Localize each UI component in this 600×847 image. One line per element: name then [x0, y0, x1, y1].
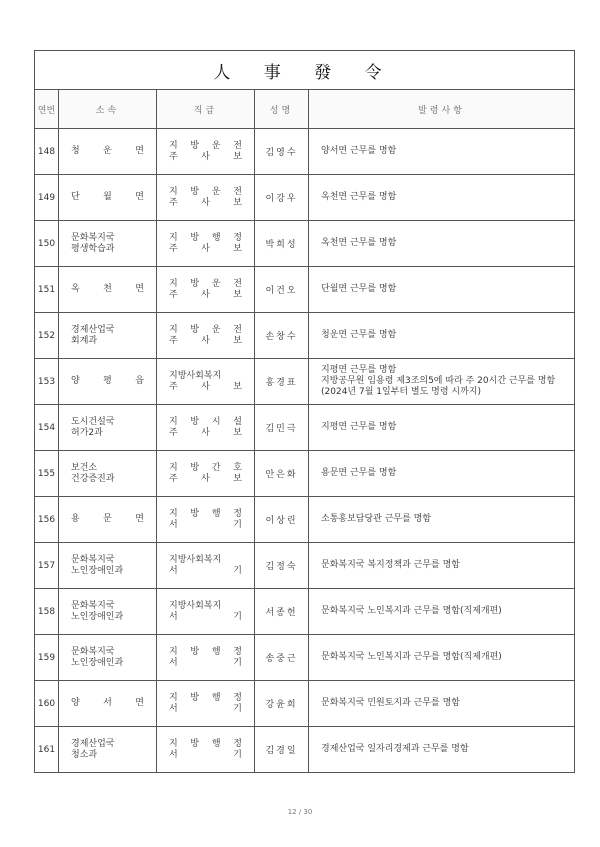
appointment-note-line: (2024년 7월 1일부터 별도 명령 시까지)	[321, 387, 482, 397]
row-number: 148	[35, 129, 59, 175]
department-cell	[59, 681, 157, 727]
department-char: 옥	[71, 284, 80, 294]
rank-line: 서 기	[169, 519, 242, 530]
department-char: 청	[71, 146, 80, 156]
row-number: 159	[35, 635, 59, 681]
rank-cell	[157, 681, 255, 727]
appointment-note-line: 지평면 근무를 명함	[321, 365, 397, 375]
appointment-note	[309, 727, 575, 773]
rank-cell	[157, 267, 255, 313]
department-char: 읍	[135, 376, 144, 386]
appointment-note-line: 용문면 근무를 명함	[321, 468, 397, 478]
person-name: 이상린	[255, 497, 309, 543]
rank-line: 서 기	[169, 565, 242, 576]
person-name: 강윤희	[255, 681, 309, 727]
rank-cell	[157, 405, 255, 451]
department-char: 서	[103, 698, 112, 708]
appointment-note-line: 소통홍보담당관 근무를 명함	[321, 514, 432, 524]
table-row	[35, 405, 575, 451]
department-cell	[59, 451, 157, 497]
rank-line: 주 사 보	[169, 381, 242, 392]
row-number: 151	[35, 267, 59, 313]
table-row	[35, 451, 575, 497]
document-title: 人 事 發 令	[35, 51, 575, 90]
table-row	[35, 129, 575, 175]
department-line: 보건소	[71, 462, 98, 473]
table-row	[35, 497, 575, 543]
appointment-note	[309, 129, 575, 175]
rank-cell	[157, 497, 255, 543]
department-char: 평	[103, 376, 112, 386]
row-number: 156	[35, 497, 59, 543]
department-text	[63, 146, 152, 157]
appointment-note-line: 지방공무원 임용령 제3조의5에 따라 주 20시간 근무를 명함	[321, 376, 556, 386]
rank-line: 지방사회복지	[169, 554, 222, 565]
table-row	[35, 267, 575, 313]
table-row	[35, 681, 575, 727]
appointment-note	[309, 451, 575, 497]
appointment-note-line: 단월면 근무를 명함	[321, 284, 397, 294]
department-cell	[59, 405, 157, 451]
rank-line: 주 사 보	[169, 335, 242, 346]
department-line: 문화복지국	[71, 600, 115, 611]
appointment-note	[309, 175, 575, 221]
person-name: 안은화	[255, 451, 309, 497]
person-name: 송중근	[255, 635, 309, 681]
department-cell	[59, 497, 157, 543]
header-note: 발령사항	[309, 90, 575, 129]
rank-cell	[157, 451, 255, 497]
department-line: 허가2과	[71, 427, 103, 438]
department-char: 양	[71, 376, 80, 386]
table-row	[35, 727, 575, 773]
rank-line: 지 방 간 호	[169, 462, 242, 473]
department-cell	[59, 221, 157, 267]
rank-line: 서 기	[169, 657, 242, 668]
rank-line: 지방사회복지	[169, 600, 222, 611]
department-text	[63, 284, 152, 295]
person-name: 김정숙	[255, 543, 309, 589]
person-name: 이건오	[255, 267, 309, 313]
department-char: 면	[135, 284, 144, 294]
row-number: 157	[35, 543, 59, 589]
rank-cell	[157, 221, 255, 267]
department-line: 문화복지국	[71, 646, 115, 657]
department-cell	[59, 635, 157, 681]
table-row	[35, 543, 575, 589]
header-dept: 소속	[59, 90, 157, 129]
department-text	[63, 514, 152, 525]
department-line: 노인장애인과	[71, 611, 124, 622]
rank-line: 서 기	[169, 703, 242, 714]
department-text	[63, 698, 152, 709]
department-text	[63, 192, 152, 203]
person-name: 김경일	[255, 727, 309, 773]
rank-line: 주 사 보	[169, 473, 242, 484]
appointment-note	[309, 267, 575, 313]
rank-cell	[157, 727, 255, 773]
row-number: 150	[35, 221, 59, 267]
person-name: 서종헌	[255, 589, 309, 635]
rank-line: 서 기	[169, 611, 242, 622]
department-char: 운	[103, 146, 112, 156]
department-char: 용	[71, 514, 80, 524]
rank-line: 지 방 행 정	[169, 508, 242, 519]
table-body	[35, 129, 575, 773]
department-char: 단	[71, 192, 80, 202]
rank-line: 지 방 행 정	[169, 738, 242, 749]
header-no: 연번	[35, 90, 59, 129]
row-number: 155	[35, 451, 59, 497]
row-number: 161	[35, 727, 59, 773]
table-row	[35, 359, 575, 405]
department-char: 면	[135, 698, 144, 708]
appointment-note-line: 청운면 근무를 명함	[321, 330, 397, 340]
department-text	[63, 376, 152, 387]
header-rank: 직급	[157, 90, 255, 129]
row-number: 154	[35, 405, 59, 451]
department-cell	[59, 359, 157, 405]
appointment-note	[309, 313, 575, 359]
department-line: 문화복지국	[71, 554, 115, 565]
rank-line: 주 사 보	[169, 151, 242, 162]
table-row	[35, 221, 575, 267]
row-number: 149	[35, 175, 59, 221]
department-cell	[59, 543, 157, 589]
department-char: 양	[71, 698, 80, 708]
department-char: 면	[135, 146, 144, 156]
appointment-note	[309, 497, 575, 543]
rank-cell	[157, 359, 255, 405]
rank-line: 지 방 운 전	[169, 186, 242, 197]
rank-cell	[157, 175, 255, 221]
department-char: 천	[103, 284, 112, 294]
department-line: 청소과	[71, 749, 98, 760]
appointment-note-line: 문화복지국 복지정책과 근무를 명함	[321, 560, 460, 570]
person-name: 홍경표	[255, 359, 309, 405]
department-cell	[59, 175, 157, 221]
appointment-note-line: 옥천면 근무를 명함	[321, 192, 397, 202]
row-number: 152	[35, 313, 59, 359]
department-cell	[59, 727, 157, 773]
rank-line: 주 사 보	[169, 427, 242, 438]
appointment-note-line: 문화복지국 노인복지과 근무를 명함(직제개편)	[321, 606, 502, 616]
department-line: 노인장애인과	[71, 657, 124, 668]
person-name: 손창수	[255, 313, 309, 359]
rank-line: 지 방 운 전	[169, 278, 242, 289]
department-line: 회계과	[71, 335, 98, 346]
department-cell	[59, 267, 157, 313]
table-row	[35, 313, 575, 359]
rank-line: 지 방 운 전	[169, 140, 242, 151]
department-line: 경제산업국	[71, 738, 115, 749]
rank-cell	[157, 589, 255, 635]
department-char: 월	[103, 192, 112, 202]
rank-line: 서 기	[169, 749, 242, 760]
row-number: 160	[35, 681, 59, 727]
table-row	[35, 589, 575, 635]
department-line: 도시건설국	[71, 416, 115, 427]
appointment-note	[309, 221, 575, 267]
department-cell	[59, 589, 157, 635]
department-line: 노인장애인과	[71, 565, 124, 576]
appointment-note	[309, 589, 575, 635]
rank-line: 주 사 보	[169, 197, 242, 208]
department-cell	[59, 129, 157, 175]
department-line: 경제산업국	[71, 324, 115, 335]
rank-line: 지 방 행 정	[169, 692, 242, 703]
department-line: 건강증진과	[71, 473, 115, 484]
appointment-note-line: 지평면 근무를 명함	[321, 422, 397, 432]
rank-line: 지 방 시 설	[169, 416, 242, 427]
row-number: 153	[35, 359, 59, 405]
rank-cell	[157, 635, 255, 681]
appointment-note	[309, 681, 575, 727]
person-name: 김영수	[255, 129, 309, 175]
appointment-table	[34, 50, 575, 773]
rank-line: 지 방 행 정	[169, 232, 242, 243]
department-char: 면	[135, 514, 144, 524]
appointment-note-line: 경제산업국 일자리경제과 근무를 명함	[321, 744, 469, 754]
rank-line: 지방사회복지	[169, 370, 222, 381]
rank-cell	[157, 313, 255, 359]
table-row	[35, 175, 575, 221]
header-name: 성명	[255, 90, 309, 129]
row-number: 158	[35, 589, 59, 635]
department-cell	[59, 313, 157, 359]
appointment-note	[309, 405, 575, 451]
person-name: 김민극	[255, 405, 309, 451]
rank-cell	[157, 129, 255, 175]
appointment-note-line: 옥천면 근무를 명함	[321, 238, 397, 248]
rank-line: 지 방 행 정	[169, 646, 242, 657]
department-line: 평생학습과	[71, 243, 115, 254]
page-number: 12 / 30	[287, 808, 313, 816]
rank-line: 지 방 운 전	[169, 324, 242, 335]
table-row	[35, 635, 575, 681]
person-name: 이강우	[255, 175, 309, 221]
rank-cell	[157, 543, 255, 589]
appointment-sheet	[34, 50, 574, 773]
rank-line: 주 사 보	[169, 289, 242, 300]
appointment-note-line: 양서면 근무를 명함	[321, 146, 397, 156]
appointment-note	[309, 543, 575, 589]
appointment-note-line: 문화복지국 노인복지과 근무를 명함(직제개편)	[321, 652, 502, 662]
person-name: 박희성	[255, 221, 309, 267]
department-line: 문화복지국	[71, 232, 115, 243]
appointment-note	[309, 635, 575, 681]
rank-line: 주 사 보	[169, 243, 242, 254]
department-char: 문	[103, 514, 112, 524]
appointment-note-line: 문화복지국 민원토지과 근무를 명함	[321, 698, 460, 708]
appointment-note	[309, 359, 575, 405]
department-char: 면	[135, 192, 144, 202]
